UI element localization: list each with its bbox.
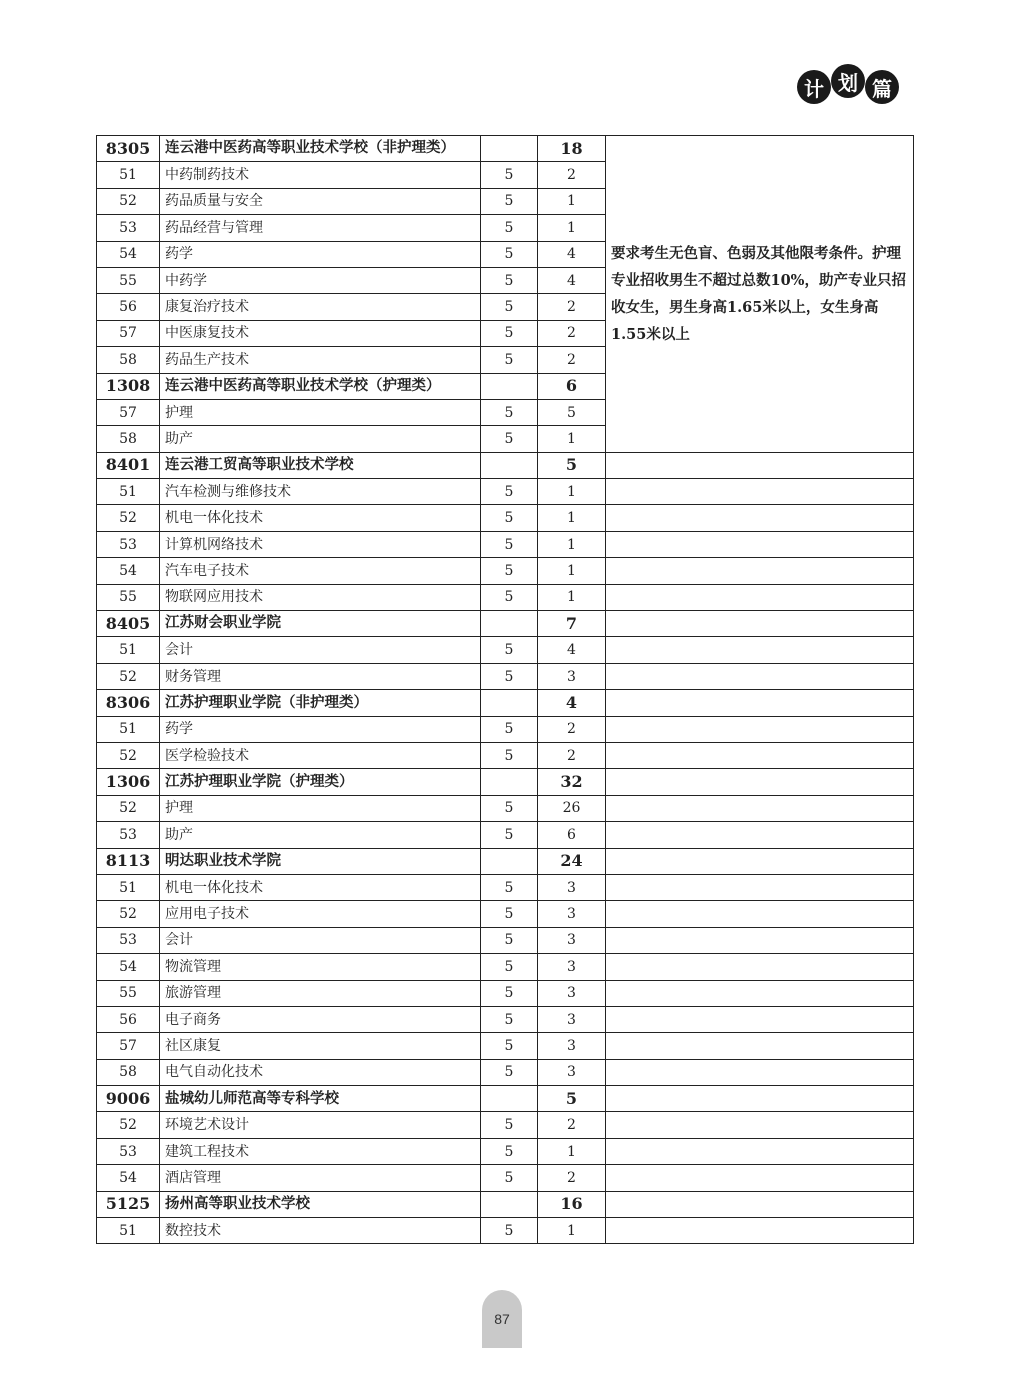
- school-name: 江苏护理职业学院（护理类）: [160, 769, 481, 795]
- major-name: 药品生产技术: [160, 347, 481, 373]
- major-count: 5: [538, 399, 606, 425]
- school-years: [481, 769, 538, 795]
- major-row: [97, 927, 914, 953]
- major-years: 5: [481, 294, 538, 320]
- school-name: 连云港工贸高等职业技术学校: [160, 452, 481, 478]
- school-code: 9006: [97, 1086, 160, 1112]
- major-years: 5: [481, 874, 538, 900]
- school-years: [481, 1191, 538, 1217]
- logo-char-2: 划: [831, 64, 865, 98]
- major-count: 3: [538, 874, 606, 900]
- school-row: [97, 769, 914, 795]
- remark-cell: [606, 505, 914, 531]
- major-name: 旅游管理: [160, 980, 481, 1006]
- major-years: 5: [481, 795, 538, 821]
- major-row: [97, 742, 914, 768]
- school-code: 1306: [97, 769, 160, 795]
- school-total: 16: [538, 1191, 606, 1217]
- school-total: 5: [538, 452, 606, 478]
- major-code: 52: [97, 663, 160, 689]
- major-code: 55: [97, 584, 160, 610]
- major-count: 6: [538, 822, 606, 848]
- school-name: 明达职业技术学院: [160, 848, 481, 874]
- major-name: 物流管理: [160, 954, 481, 980]
- major-code: 52: [97, 188, 160, 214]
- major-code: 57: [97, 1033, 160, 1059]
- major-years: 5: [481, 980, 538, 1006]
- plan-table-body: [97, 136, 914, 1244]
- school-name: 扬州高等职业技术学校: [160, 1191, 481, 1217]
- major-count: 26: [538, 795, 606, 821]
- major-name: 汽车检测与维修技术: [160, 479, 481, 505]
- major-name: 电子商务: [160, 1006, 481, 1032]
- major-row: [97, 954, 914, 980]
- school-name: 江苏护理职业学院（非护理类）: [160, 690, 481, 716]
- remark-cell: [606, 690, 914, 716]
- school-row: [97, 136, 914, 162]
- major-code: 58: [97, 426, 160, 452]
- major-years: 5: [481, 742, 538, 768]
- school-code: 8305: [97, 136, 160, 162]
- major-count: 2: [538, 1112, 606, 1138]
- school-years: [481, 611, 538, 637]
- major-count: 2: [538, 1165, 606, 1191]
- remark-cell: [606, 1033, 914, 1059]
- major-name: 药品质量与安全: [160, 188, 481, 214]
- major-code: 52: [97, 1112, 160, 1138]
- major-years: 5: [481, 1218, 538, 1244]
- major-row: [97, 1006, 914, 1032]
- major-count: 2: [538, 716, 606, 742]
- school-name: 江苏财会职业学院: [160, 611, 481, 637]
- major-code: 51: [97, 1218, 160, 1244]
- major-years: 5: [481, 399, 538, 425]
- major-name: 数控技术: [160, 1218, 481, 1244]
- major-name: 应用电子技术: [160, 901, 481, 927]
- major-code: 52: [97, 742, 160, 768]
- major-count: 1: [538, 479, 606, 505]
- major-name: 会计: [160, 927, 481, 953]
- major-code: 51: [97, 716, 160, 742]
- school-row: [97, 452, 914, 478]
- major-count: 3: [538, 663, 606, 689]
- major-row: [97, 479, 914, 505]
- major-code: 53: [97, 1138, 160, 1164]
- major-years: 5: [481, 558, 538, 584]
- remark-cell: [606, 1218, 914, 1244]
- major-row: [97, 505, 914, 531]
- major-years: 5: [481, 479, 538, 505]
- major-row: [97, 795, 914, 821]
- major-count: 4: [538, 637, 606, 663]
- major-name: 汽车电子技术: [160, 558, 481, 584]
- major-row: [97, 531, 914, 557]
- major-count: 3: [538, 980, 606, 1006]
- enrollment-plan-table: [96, 135, 914, 1244]
- remark-cell: [606, 1059, 914, 1085]
- major-code: 51: [97, 479, 160, 505]
- major-years: 5: [481, 188, 538, 214]
- school-name: 盐城幼儿师范高等专科学校: [160, 1086, 481, 1112]
- major-years: 5: [481, 241, 538, 267]
- logo-char-1: 计: [797, 70, 831, 104]
- major-years: 5: [481, 1112, 538, 1138]
- school-years: [481, 373, 538, 399]
- remark-cell: [606, 1138, 914, 1164]
- major-row: [97, 1059, 914, 1085]
- major-code: 58: [97, 1059, 160, 1085]
- major-count: 1: [538, 1218, 606, 1244]
- major-years: 5: [481, 1006, 538, 1032]
- major-count: 1: [538, 531, 606, 557]
- school-years: [481, 848, 538, 874]
- major-years: 5: [481, 1165, 538, 1191]
- remark-cell: [606, 1191, 914, 1217]
- major-name: 药品经营与管理: [160, 215, 481, 241]
- major-code: 53: [97, 822, 160, 848]
- major-code: 55: [97, 980, 160, 1006]
- major-row: [97, 1138, 914, 1164]
- major-code: 57: [97, 399, 160, 425]
- major-name: 护理: [160, 795, 481, 821]
- school-total: 24: [538, 848, 606, 874]
- school-total: 6: [538, 373, 606, 399]
- school-row: [97, 848, 914, 874]
- remark-cell: [606, 1112, 914, 1138]
- major-row: [97, 1033, 914, 1059]
- major-years: 5: [481, 1059, 538, 1085]
- major-count: 3: [538, 927, 606, 953]
- major-row: [97, 637, 914, 663]
- major-code: 54: [97, 241, 160, 267]
- major-row: [97, 1112, 914, 1138]
- major-count: 4: [538, 241, 606, 267]
- major-name: 中药制药技术: [160, 162, 481, 188]
- remark-cell: [606, 531, 914, 557]
- major-years: 5: [481, 637, 538, 663]
- major-count: 2: [538, 347, 606, 373]
- school-row: [97, 1191, 914, 1217]
- major-name: 机电一体化技术: [160, 505, 481, 531]
- remark-cell: [606, 637, 914, 663]
- major-code: 52: [97, 505, 160, 531]
- major-name: 医学检验技术: [160, 742, 481, 768]
- page-number: 87: [482, 1290, 522, 1348]
- major-name: 机电一体化技术: [160, 874, 481, 900]
- school-total: 18: [538, 136, 606, 162]
- major-years: 5: [481, 347, 538, 373]
- major-row: [97, 558, 914, 584]
- major-years: 5: [481, 954, 538, 980]
- major-count: 4: [538, 267, 606, 293]
- remark-cell: [606, 954, 914, 980]
- major-count: 1: [538, 505, 606, 531]
- major-code: 53: [97, 927, 160, 953]
- school-years: [481, 690, 538, 716]
- major-name: 电气自动化技术: [160, 1059, 481, 1085]
- major-row: [97, 822, 914, 848]
- remark-cell: [606, 901, 914, 927]
- remark-cell: [606, 1006, 914, 1032]
- remark-cell: [606, 769, 914, 795]
- school-years: [481, 452, 538, 478]
- remark-cell: [606, 1086, 914, 1112]
- school-name: 连云港中医药高等职业技术学校（护理类）: [160, 373, 481, 399]
- remark-cell: [606, 848, 914, 874]
- major-name: 药学: [160, 241, 481, 267]
- remark-cell: [606, 980, 914, 1006]
- major-code: 54: [97, 954, 160, 980]
- major-count: 2: [538, 742, 606, 768]
- major-name: 中医康复技术: [160, 320, 481, 346]
- major-name: 护理: [160, 399, 481, 425]
- school-code: 5125: [97, 1191, 160, 1217]
- major-row: [97, 901, 914, 927]
- remark-cell: [606, 611, 914, 637]
- major-years: 5: [481, 215, 538, 241]
- major-code: 54: [97, 558, 160, 584]
- school-total: 7: [538, 611, 606, 637]
- remark-cell: [606, 742, 914, 768]
- major-count: 2: [538, 162, 606, 188]
- major-count: 3: [538, 1033, 606, 1059]
- section-logo: [797, 64, 901, 104]
- major-code: 58: [97, 347, 160, 373]
- school-code: 8401: [97, 452, 160, 478]
- school-total: 5: [538, 1086, 606, 1112]
- major-count: 2: [538, 294, 606, 320]
- major-count: 3: [538, 901, 606, 927]
- major-code: 57: [97, 320, 160, 346]
- school-code: 1308: [97, 373, 160, 399]
- major-years: 5: [481, 584, 538, 610]
- major-years: 5: [481, 822, 538, 848]
- school-code: 8306: [97, 690, 160, 716]
- remark-cell: [606, 558, 914, 584]
- school-row: [97, 1086, 914, 1112]
- major-name: 会计: [160, 637, 481, 663]
- major-name: 计算机网络技术: [160, 531, 481, 557]
- remark-cell: [606, 874, 914, 900]
- school-row: [97, 611, 914, 637]
- major-years: 5: [481, 531, 538, 557]
- major-count: 1: [538, 188, 606, 214]
- major-count: 3: [538, 1006, 606, 1032]
- school-row: [97, 690, 914, 716]
- major-code: 51: [97, 162, 160, 188]
- school-total: 32: [538, 769, 606, 795]
- major-count: 1: [538, 1138, 606, 1164]
- major-name: 中药学: [160, 267, 481, 293]
- major-name: 助产: [160, 822, 481, 848]
- school-total: 4: [538, 690, 606, 716]
- major-code: 51: [97, 874, 160, 900]
- major-years: 5: [481, 426, 538, 452]
- school-code: 8113: [97, 848, 160, 874]
- major-years: 5: [481, 1033, 538, 1059]
- major-code: 53: [97, 531, 160, 557]
- major-code: 56: [97, 1006, 160, 1032]
- major-name: 建筑工程技术: [160, 1138, 481, 1164]
- major-name: 酒店管理: [160, 1165, 481, 1191]
- remark-cell: [606, 927, 914, 953]
- major-count: 1: [538, 426, 606, 452]
- major-row: [97, 1165, 914, 1191]
- major-years: 5: [481, 1138, 538, 1164]
- major-name: 物联网应用技术: [160, 584, 481, 610]
- major-count: 1: [538, 558, 606, 584]
- major-row: [97, 874, 914, 900]
- major-row: [97, 663, 914, 689]
- major-count: 1: [538, 584, 606, 610]
- major-row: [97, 980, 914, 1006]
- major-years: 5: [481, 663, 538, 689]
- major-code: 52: [97, 901, 160, 927]
- major-name: 环境艺术设计: [160, 1112, 481, 1138]
- remark-cell: [606, 584, 914, 610]
- remark-cell: [606, 795, 914, 821]
- major-count: 2: [538, 320, 606, 346]
- major-years: 5: [481, 927, 538, 953]
- major-code: 54: [97, 1165, 160, 1191]
- school-years: [481, 136, 538, 162]
- major-row: [97, 716, 914, 742]
- remark-cell: [606, 1165, 914, 1191]
- major-code: 55: [97, 267, 160, 293]
- major-row: [97, 584, 914, 610]
- school-years: [481, 1086, 538, 1112]
- logo-char-3: 篇: [865, 70, 899, 104]
- remark-cell: [606, 663, 914, 689]
- major-years: 5: [481, 320, 538, 346]
- major-name: 康复治疗技术: [160, 294, 481, 320]
- major-years: 5: [481, 162, 538, 188]
- major-code: 56: [97, 294, 160, 320]
- major-years: 5: [481, 901, 538, 927]
- remark-cell: [606, 452, 914, 478]
- major-name: 财务管理: [160, 663, 481, 689]
- remark-cell: [606, 479, 914, 505]
- major-code: 52: [97, 795, 160, 821]
- remark-cell: [606, 822, 914, 848]
- major-row: [97, 1218, 914, 1244]
- major-name: 药学: [160, 716, 481, 742]
- school-name: 连云港中医药高等职业技术学校（非护理类）: [160, 136, 481, 162]
- major-name: 社区康复: [160, 1033, 481, 1059]
- remark-cell: [606, 716, 914, 742]
- major-count: 1: [538, 215, 606, 241]
- major-years: 5: [481, 716, 538, 742]
- major-code: 51: [97, 637, 160, 663]
- major-name: 助产: [160, 426, 481, 452]
- major-count: 3: [538, 1059, 606, 1085]
- major-code: 53: [97, 215, 160, 241]
- major-years: 5: [481, 267, 538, 293]
- major-years: 5: [481, 505, 538, 531]
- school-code: 8405: [97, 611, 160, 637]
- major-count: 3: [538, 954, 606, 980]
- school-remark: 要求考生无色盲、色弱及其他限考条件。护理专业招收男生不超过总数10%，助产专业只招收女生，男生身高1.65米以上，女生身高1.55米以上: [606, 136, 914, 453]
